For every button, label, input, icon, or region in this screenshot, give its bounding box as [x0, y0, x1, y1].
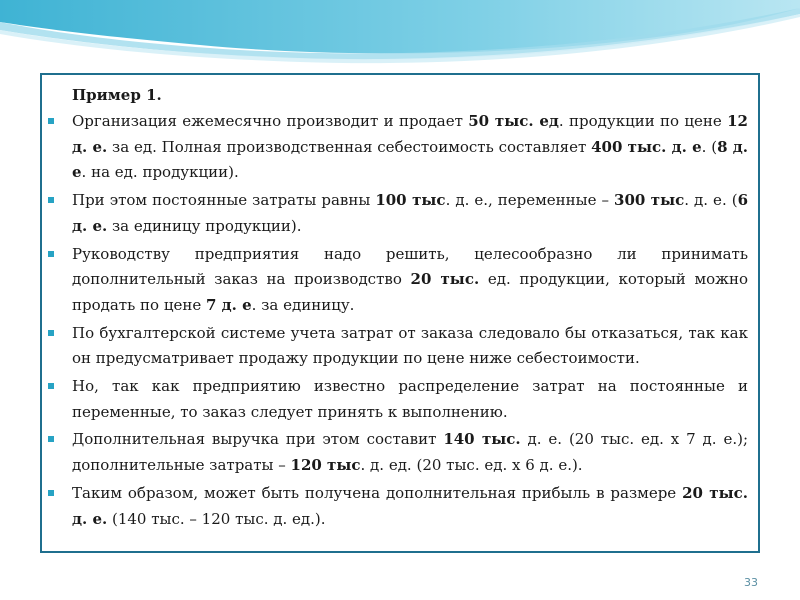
bullet-text-bold: 20 тыс. д. е. [72, 483, 748, 528]
bullet-item [72, 427, 748, 478]
bullet-text: По бухгалтерской системе учета затрат от заказа следовало бы отказаться, так как он предусматривает продажу продукции по цене ниже себестоимости. [72, 323, 748, 368]
bullet-text-bold: 400 тыс. д. е [591, 137, 702, 156]
bullet-item [72, 321, 748, 372]
bullet-text: за единицу продукции). [107, 216, 302, 235]
bullet-text: Организация ежемесячно производит и продает [72, 112, 469, 130]
bullet-text: Руководству предприятия надо решить, целесообразно ли принимать дополнительный заказ на производство [72, 244, 748, 289]
bullet-item [72, 481, 748, 532]
bullet-marker-icon [48, 436, 54, 442]
bullet-text: . продукции по цене [558, 112, 728, 130]
bullet-marker-icon [48, 330, 54, 336]
bullet-text: При этом постоянные затраты равны [72, 191, 376, 210]
bullet-text: д. е. (20 тыс. ед. х 7 д. е.); дополнительные затраты – [72, 430, 748, 475]
bullet-text: Но, так как предприятию известно распределение затрат на постоянные и переменные, то заказ следует принять к выполнению. [72, 377, 748, 421]
bullet-text-bold: 7 д. е [206, 295, 252, 314]
content-box [40, 73, 760, 553]
bullet-item [72, 242, 748, 319]
bullet-marker-icon [48, 490, 54, 496]
example-title: Пример 1. [72, 86, 162, 104]
bullet-marker-icon [48, 197, 54, 203]
header-wave-decoration [0, 0, 800, 70]
bullet-marker-icon [48, 383, 54, 389]
bullet-text: . д. е., переменные – [445, 191, 615, 210]
bullet-item [72, 109, 748, 186]
bullet-text-bold: 120 тыс [290, 456, 361, 475]
bullet-text: . на ед. продукции). [81, 163, 239, 182]
bullet-text: . за единицу. [251, 295, 355, 314]
bullet-text-bold: 300 тыс [614, 191, 685, 210]
bullet-text: . д. е. ( [684, 191, 738, 210]
bullet-text-bold: 50 тыс. ед [468, 112, 559, 130]
bullet-text-bold: 20 тыс. [410, 270, 480, 289]
bullet-text: . д. ед. (20 тыс. ед. х 6 д. е.). [360, 456, 583, 475]
bullet-text-bold: 8 д. е [72, 137, 748, 182]
page-number: 33 [744, 576, 758, 589]
bullet-text-bold: 12 д. е. [72, 112, 748, 156]
bullet-marker-icon [48, 251, 54, 257]
bullet-text: Таким образом, может быть получена дополнительная прибыль в размере [72, 483, 683, 502]
bullet-text-bold: 140 тыс. [443, 430, 521, 449]
bullet-item [72, 374, 748, 425]
bullet-text-bold: 6 д. е. [72, 191, 749, 235]
bullet-text-bold: 100 тыс [375, 191, 446, 210]
bullet-text: . ( [701, 137, 718, 156]
bullet-text: за ед. Полная производственная себестоимость составляет [107, 137, 592, 156]
bullet-text: Дополнительная выручка при этом составит [72, 430, 444, 449]
bullet-text: (140 тыс. – 120 тыс. д. ед.). [107, 509, 326, 528]
bullet-list [72, 109, 748, 532]
bullet-text: ед. продукции, который можно продать по цене [72, 270, 748, 314]
bullet-marker-icon [48, 118, 54, 124]
bullet-item [72, 188, 748, 239]
